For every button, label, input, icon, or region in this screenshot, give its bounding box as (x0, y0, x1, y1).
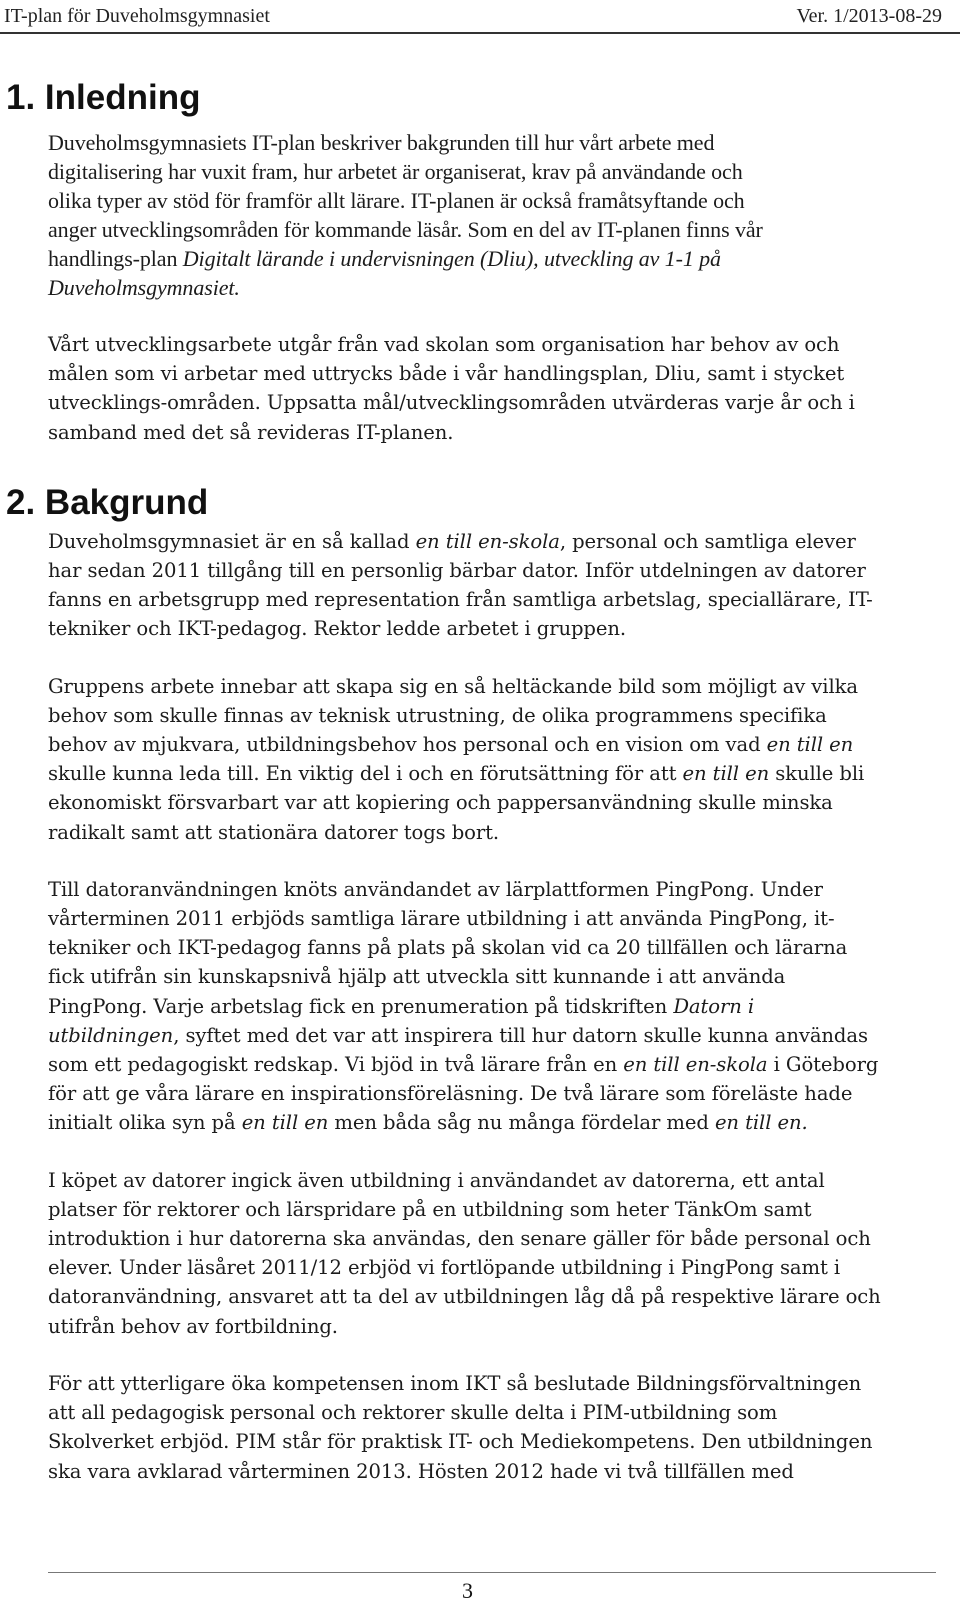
document-version: Ver. 1/2013-08-29 (796, 5, 942, 27)
text-line: olika typer av stöd för framför allt lärare. IT-planen är också framåtsyftande och (48, 188, 745, 213)
text-line: behov av mjukvara, utbildningsbehov hos personal och en vision om vad en till en (48, 733, 854, 757)
text-line: att all pedagogisk personal och rektorer skulle delta i PIM-utbildning som (48, 1401, 778, 1425)
text-line: för att ge våra lärare en inspirationsföreläsning. De två lärare som föreläste hade (48, 1082, 853, 1106)
text-line: datoranvändning, ansvaret att ta del av utbildningen låg då på respektive lärare och (48, 1285, 881, 1309)
text-line: fick utifrån sin kunskapsnivå hjälp att utveckla sitt kunnande i att använda (48, 965, 786, 989)
text-line: vårterminen 2011 erbjöds samtliga lärare utbildning i att använda PingPong, it- (48, 907, 835, 931)
text-line: ska vara avklarad vårterminen 2013. Hösten 2012 hade vi två tillfällen med (48, 1459, 794, 1483)
text-line: platser för rektorer och lärspridare på en utbildning som heter TänkOm samt (48, 1197, 812, 1221)
text-line: behov som skulle finnas av teknisk utrustning, de olika programmens specifika (48, 703, 827, 727)
page-header (0, 0, 960, 30)
text-line: Duveholmsgymnasiet. (48, 275, 240, 300)
page-number: 3 (462, 1578, 473, 1603)
text-line: Vårt utvecklingsarbete utgår från vad skolan som organisation har behov av och (48, 333, 840, 356)
text-line: som ett pedagogiskt redskap. Vi bjöd in två lärare från en en till en-skola i Göteborg (48, 1053, 879, 1077)
header-divider (0, 32, 960, 34)
document-body (6, 78, 948, 1486)
text-line: utvecklings-områden. Uppsatta mål/utvecklingsområden utvärderas varje år och i (48, 391, 855, 415)
text-line: handlings-plan Digitalt lärande i undervisningen (Dliu), utveckling av 1-1 på (48, 246, 721, 271)
document-title: IT-plan för Duveholmsgymnasiet (4, 5, 270, 27)
paragraph-bakgrund-1 (48, 527, 948, 644)
text-line: digitalisering har vuxit fram, hur arbetet är organiserat, krav på användande och (48, 159, 743, 184)
text-line: För att ytterligare öka kompetensen inom IKT så beslutade Bildningsförvaltningen (48, 1371, 862, 1395)
text-line: ekonomiskt försvarbart var att kopiering och pappersanvändning skulle minska (48, 791, 833, 815)
paragraph-bakgrund-4 (48, 1166, 948, 1341)
text-line: utifrån behov av fortbildning. (48, 1314, 338, 1338)
text-line: radikalt samt att stationära datorer togs bort. (48, 820, 500, 844)
text-line: tekniker och IKT-pedagog. Rektor ledde arbetet i gruppen. (48, 617, 627, 641)
text-line: introduktion i hur datorerna ska användas, den senare gäller för både personal och (48, 1227, 871, 1251)
plan-title-italic: Digitalt lärande i undervisningen (Dliu), utveckling av 1-1 på (182, 246, 721, 271)
paragraph-inledning-2 (48, 330, 948, 447)
text-line: målen som vi arbetar med uttrycks både i vår handlingsplan, Dliu, samt i stycket (48, 362, 845, 386)
text-line: samband med det så revideras IT-planen. (48, 420, 454, 444)
text-line: anger utvecklingsområden för kommande läsår. Som en del av IT-planen finns vår (48, 217, 763, 242)
paragraph-bakgrund-5 (48, 1369, 948, 1486)
text-line: skulle kunna leda till. En viktig del i och en förutsättning för att en till en skulle bli (48, 762, 865, 786)
text-line: Till datoranvändningen knöts användandet av lärplattformen PingPong. Under (48, 877, 823, 901)
footer-divider (48, 1572, 936, 1573)
paragraph-inledning-1 (48, 128, 948, 302)
text-line: Duveholmsgymnasiet är en så kallad en till en-skola, personal och samtliga elever (48, 529, 856, 553)
paragraph-bakgrund-3 (48, 875, 948, 1138)
heading-bakgrund: 2. Bakgrund (6, 482, 209, 522)
text-line: Skolverket erbjöd. PIM står för praktisk IT- och Mediekompetens. Den utbildningen (48, 1430, 873, 1454)
text-line: PingPong. Varje arbetslag fick en prenumeration på tidskriften Datorn i (48, 994, 755, 1018)
text-line: Gruppens arbete innebar att skapa sig en så heltäckande bild som möjligt av vilka (48, 674, 858, 698)
text-line: elever. Under läsåret 2011/12 erbjöd vi fortlöpande utbildning i PingPong samt i (48, 1256, 841, 1280)
text-line: utbildningen, syftet med det var att inspirera till hur datorn skulle kunna användas (48, 1023, 868, 1047)
heading-inledning: 1. Inledning (6, 78, 201, 117)
text-line: initialt olika syn på en till en men båda såg nu många fördelar med en till en. (48, 1111, 808, 1135)
text-line: fanns en arbetsgrupp med representation från samtliga arbetslag, speciallärare, IT- (48, 588, 873, 612)
paragraph-bakgrund-2 (48, 672, 948, 847)
text-line: tekniker och IKT-pedagog fanns på plats på skolan vid ca 20 tillfällen och lärarna (48, 936, 848, 960)
text-line: I köpet av datorer ingick även utbildning i användandet av datorerna, ett antal (48, 1168, 825, 1192)
text-line: Duveholmsgymnasiets IT-plan beskriver bakgrunden till hur vårt arbete med (48, 130, 715, 155)
text-line: har sedan 2011 tillgång till en personlig bärbar dator. Inför utdelningen av datorer (48, 559, 866, 583)
